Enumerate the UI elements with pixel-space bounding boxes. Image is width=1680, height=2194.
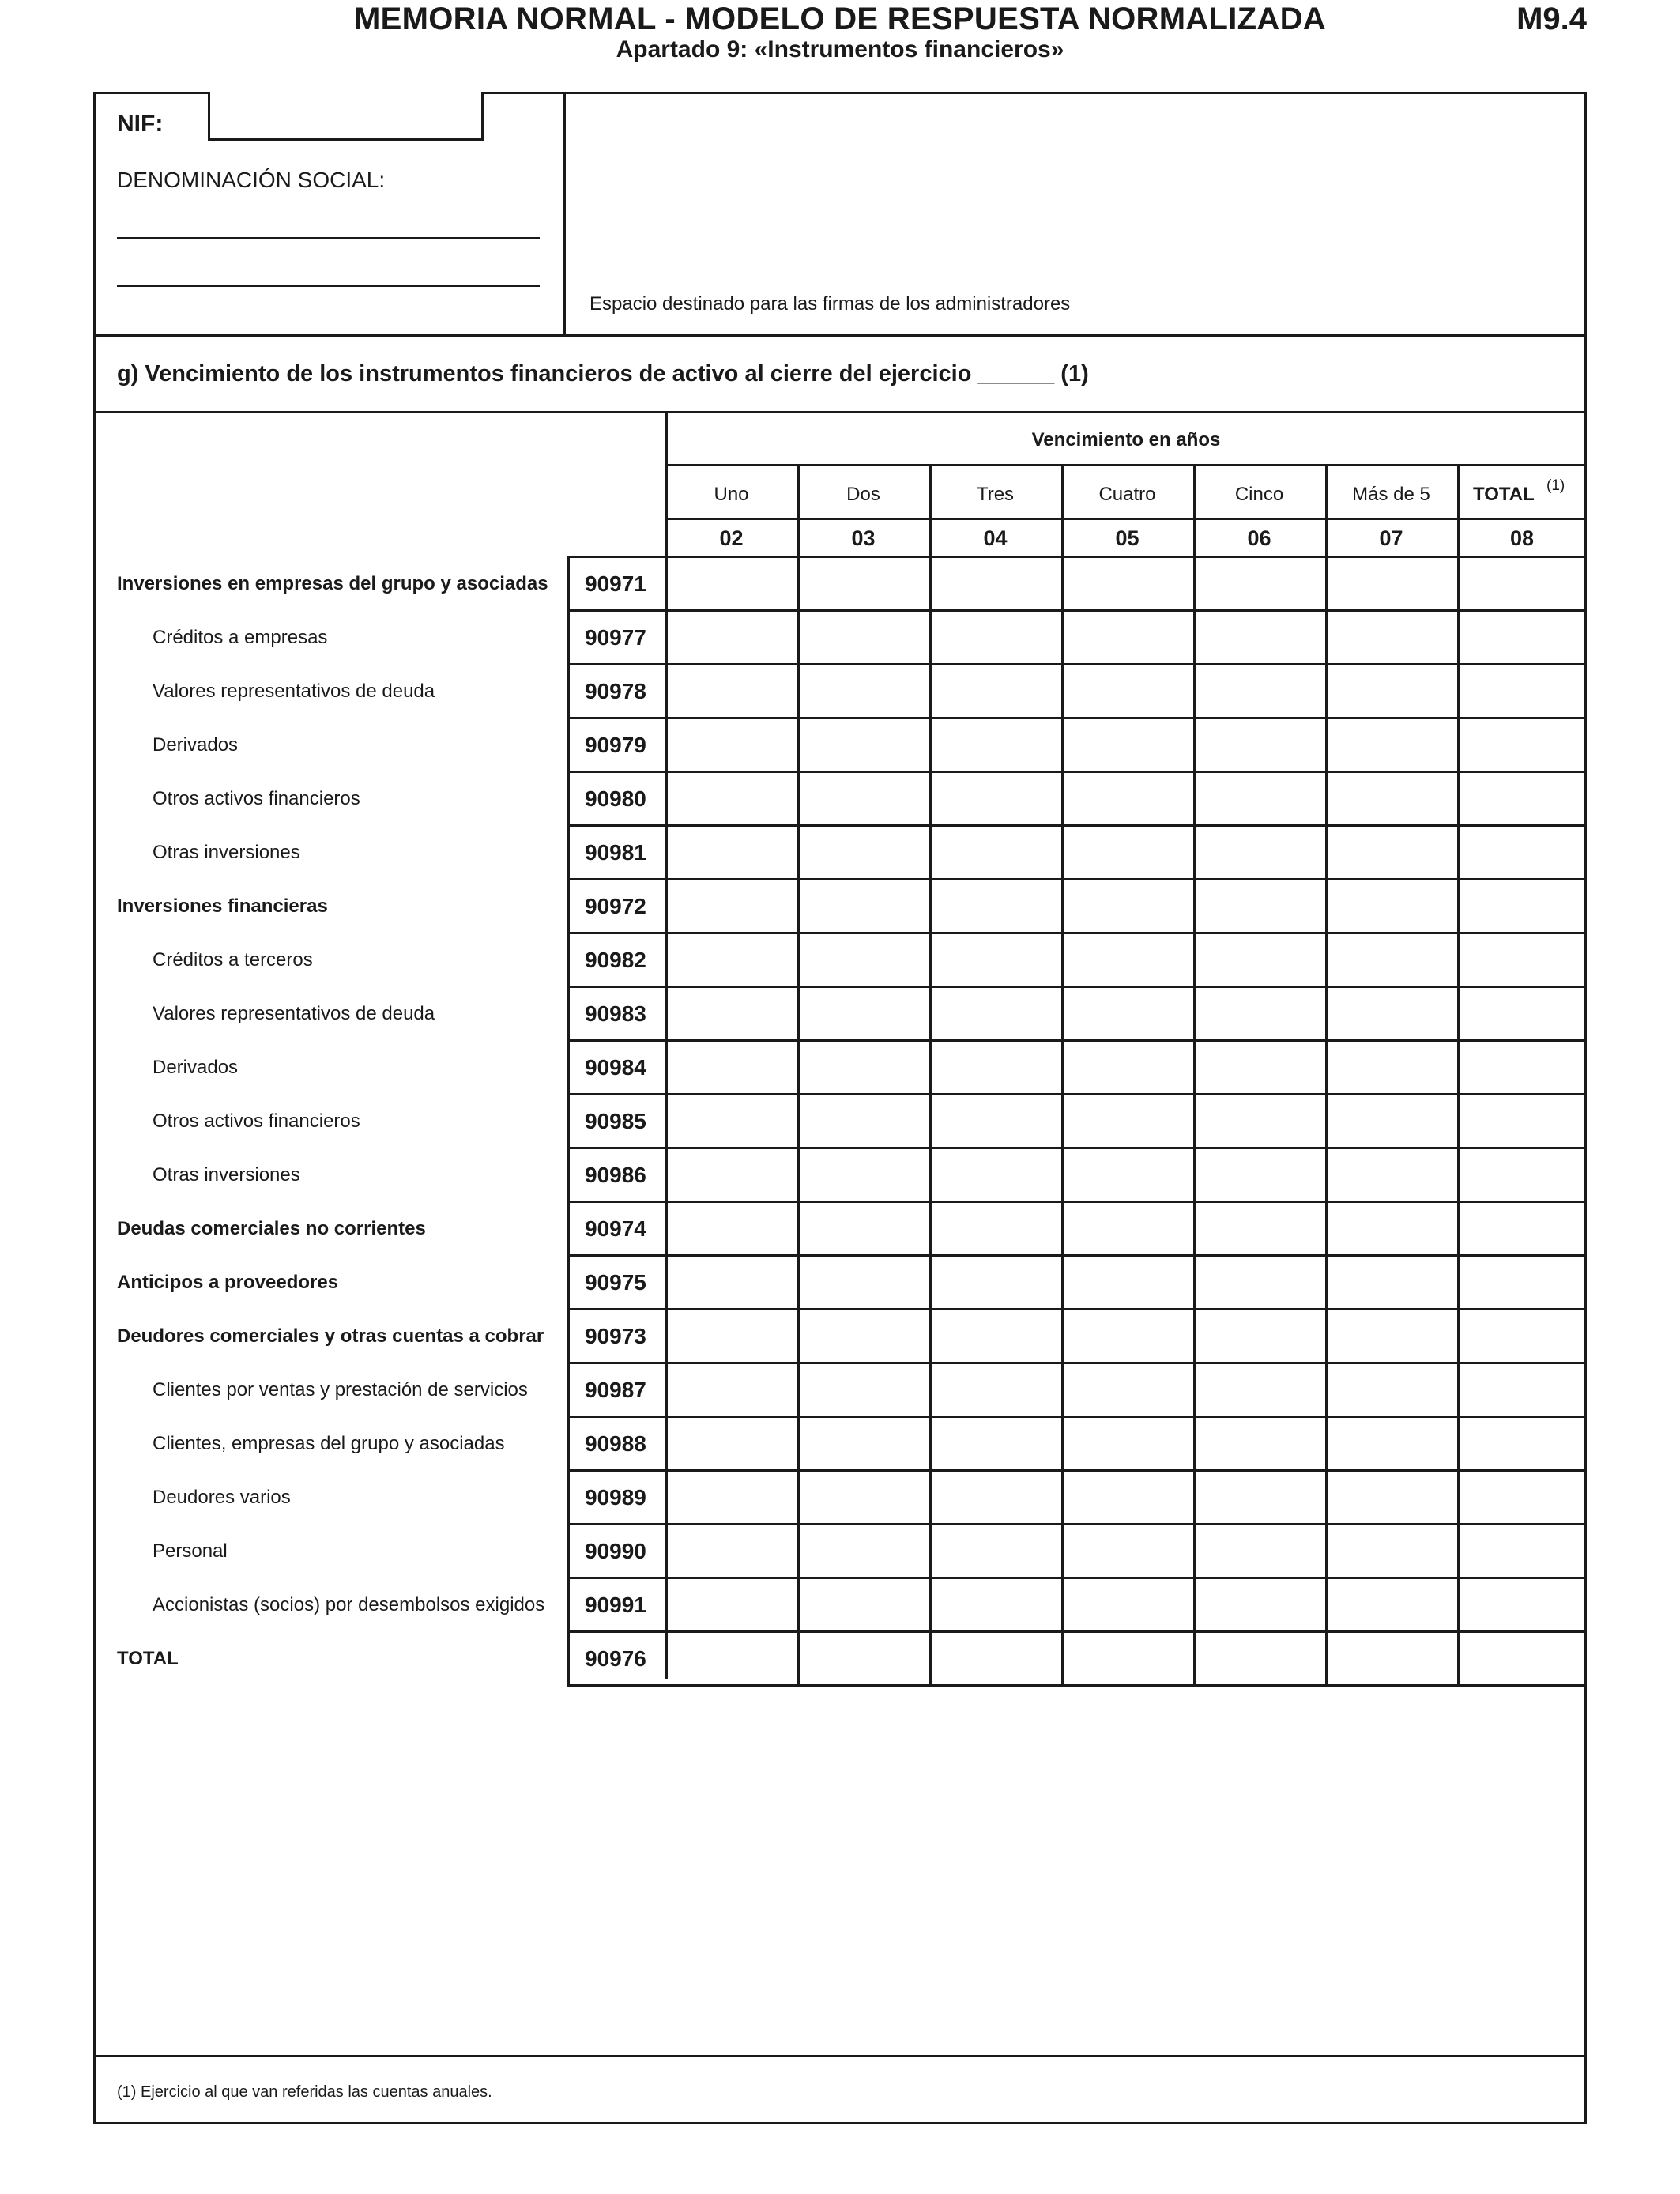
value-cell[interactable] (665, 1039, 797, 1093)
value-cell[interactable] (929, 717, 1061, 771)
value-cell[interactable] (797, 1469, 929, 1523)
value-cell[interactable] (1061, 1039, 1193, 1093)
row-rule (567, 771, 1587, 773)
row-rule (567, 1093, 1587, 1095)
value-cell[interactable] (1457, 1469, 1587, 1523)
value-cell[interactable] (1193, 717, 1325, 771)
value-cell[interactable] (1061, 609, 1193, 663)
row-label: Otras inversiones (153, 1164, 300, 1186)
value-cell[interactable] (797, 663, 929, 717)
row-rule (567, 1147, 1587, 1149)
value-cell[interactable] (1193, 1201, 1325, 1254)
row-label: Inversiones en empresas del grupo y asociadas (117, 573, 548, 594)
value-cell[interactable] (929, 1362, 1061, 1416)
value-cell[interactable] (1061, 1201, 1193, 1254)
value-cell[interactable] (797, 1308, 929, 1362)
row-code: 90978 (585, 679, 646, 703)
value-cell[interactable] (1061, 1577, 1193, 1630)
column-header-7: TOTAL (1473, 484, 1535, 505)
row-code: 90975 (585, 1270, 646, 1295)
value-cell[interactable] (929, 771, 1061, 824)
value-cell[interactable] (1193, 1147, 1325, 1201)
form-subtitle: Apartado 9: «Instrumentos financieros» (616, 36, 1064, 62)
value-cell[interactable] (929, 556, 1061, 609)
header-rule-1 (665, 464, 1587, 466)
column-header-1: Uno (714, 484, 749, 505)
value-cell[interactable] (1457, 609, 1587, 663)
value-cell[interactable] (797, 771, 929, 824)
row-code: 90983 (585, 1001, 646, 1026)
row-label: Derivados (153, 734, 239, 756)
row-rule (567, 1362, 1587, 1364)
row-code: 90986 (585, 1163, 646, 1187)
value-cell[interactable] (1457, 932, 1587, 986)
row-code: 90972 (585, 894, 646, 918)
column-header-5: Cinco (1234, 484, 1284, 505)
value-cell[interactable] (929, 1039, 1061, 1093)
value-cell[interactable] (929, 1201, 1061, 1254)
row-rule (567, 1469, 1587, 1472)
code-column-rule (567, 556, 570, 1686)
vencimiento-header: Vencimiento en años (1031, 429, 1221, 450)
value-cell[interactable] (929, 1308, 1061, 1362)
value-cell[interactable] (665, 771, 797, 824)
value-cell[interactable] (1457, 717, 1587, 771)
row-code: 90988 (585, 1431, 646, 1456)
value-cell[interactable] (929, 1469, 1061, 1523)
row-label: Otras inversiones (153, 842, 300, 863)
value-cell[interactable] (1193, 1254, 1325, 1308)
value-cell[interactable] (929, 1523, 1061, 1577)
value-cell[interactable] (665, 824, 797, 878)
row-code: 90981 (585, 840, 646, 865)
row-label: Deudores varios (153, 1487, 291, 1508)
value-cell[interactable] (797, 986, 929, 1039)
value-cell[interactable] (1325, 1093, 1457, 1147)
row-code: 90984 (585, 1055, 646, 1080)
row-code: 90980 (585, 786, 646, 811)
value-cell[interactable] (1457, 663, 1587, 717)
value-cell[interactable] (1061, 1254, 1193, 1308)
column-number-7: 08 (1509, 526, 1535, 550)
value-cell[interactable] (1193, 932, 1325, 986)
row-label: Clientes por ventas y prestación de servicios (153, 1379, 528, 1400)
value-cell[interactable] (929, 1630, 1061, 1684)
row-label: Inversiones financieras (117, 895, 328, 917)
column-header-2: Dos (846, 484, 880, 505)
value-cell[interactable] (1457, 1362, 1587, 1416)
row-code: 90977 (585, 625, 646, 650)
row-rule (567, 824, 1587, 827)
value-cell[interactable] (1457, 1039, 1587, 1093)
value-cell[interactable] (797, 1093, 929, 1147)
row-label: Valores representativos de deuda (153, 680, 435, 702)
value-cell[interactable] (665, 1577, 797, 1630)
value-cell[interactable] (1193, 556, 1325, 609)
value-cell[interactable] (1457, 1308, 1587, 1362)
row-code: 90990 (585, 1539, 646, 1563)
value-cell[interactable] (797, 717, 929, 771)
column-header-3: Tres (976, 484, 1015, 505)
row-rule (567, 609, 1587, 612)
value-cell[interactable] (665, 1147, 797, 1201)
value-cell[interactable] (665, 1523, 797, 1577)
value-cell[interactable] (1325, 556, 1457, 609)
row-code: 90982 (585, 948, 646, 972)
value-cell[interactable] (1325, 1039, 1457, 1093)
value-cell[interactable] (665, 609, 797, 663)
value-cell[interactable] (665, 932, 797, 986)
denominacion-line-2[interactable] (117, 285, 540, 287)
form-code: M9.4 (1516, 2, 1587, 36)
value-cell[interactable] (1061, 1093, 1193, 1147)
value-cell[interactable] (929, 1416, 1061, 1469)
nif-label: NIF: (117, 111, 164, 137)
value-cell[interactable] (1193, 824, 1325, 878)
value-cell[interactable] (1457, 878, 1587, 932)
row-rule (567, 1308, 1587, 1310)
row-rule (567, 1254, 1587, 1257)
value-cell[interactable] (1325, 1416, 1457, 1469)
value-cell[interactable] (929, 878, 1061, 932)
row-label: Clientes, empresas del grupo y asociadas (153, 1433, 505, 1454)
value-cell[interactable] (797, 1416, 929, 1469)
column-number-3: 04 (983, 526, 1008, 550)
value-cell[interactable] (929, 1254, 1061, 1308)
value-cell[interactable] (1061, 986, 1193, 1039)
value-cell[interactable] (929, 663, 1061, 717)
value-cell[interactable] (665, 717, 797, 771)
value-cell[interactable] (1061, 663, 1193, 717)
value-cell[interactable] (1325, 771, 1457, 824)
row-rule (567, 1416, 1587, 1418)
value-cell[interactable] (1457, 1416, 1587, 1469)
value-cell[interactable] (929, 1577, 1061, 1630)
column-number-1: 02 (719, 526, 744, 550)
value-cell[interactable] (1193, 986, 1325, 1039)
value-cell[interactable] (1061, 932, 1193, 986)
value-cell[interactable] (1325, 878, 1457, 932)
value-cell[interactable] (1325, 1308, 1457, 1362)
value-cell[interactable] (1457, 556, 1587, 609)
row-label: Personal (153, 1540, 228, 1562)
row-code: 90974 (585, 1216, 646, 1241)
value-cell[interactable] (929, 932, 1061, 986)
value-cell[interactable] (1325, 717, 1457, 771)
value-cell[interactable] (665, 986, 797, 1039)
row-code: 90991 (585, 1593, 646, 1617)
value-cell[interactable] (1061, 1469, 1193, 1523)
nif-field[interactable] (208, 92, 484, 141)
value-cell[interactable] (1325, 1254, 1457, 1308)
value-cell[interactable] (1325, 663, 1457, 717)
value-cell[interactable] (1061, 1362, 1193, 1416)
row-code: 90979 (585, 733, 646, 757)
value-cell[interactable] (1457, 1630, 1587, 1684)
value-cell[interactable] (1193, 1039, 1325, 1093)
value-cell[interactable] (1457, 1201, 1587, 1254)
row-code: 90989 (585, 1485, 646, 1510)
value-cell[interactable] (797, 932, 929, 986)
value-cell[interactable] (1325, 1630, 1457, 1684)
column-number-2: 03 (851, 526, 876, 550)
row-rule (567, 1630, 1587, 1633)
section-bottom-rule (93, 411, 1587, 413)
row-rule (567, 878, 1587, 880)
value-cell[interactable] (797, 1254, 929, 1308)
value-cell[interactable] (1061, 1308, 1193, 1362)
column-header-4: Cuatro (1098, 484, 1156, 505)
value-cell[interactable] (665, 556, 797, 609)
row-rule (567, 1523, 1587, 1525)
value-cell[interactable] (1325, 1469, 1457, 1523)
value-cell[interactable] (665, 1630, 797, 1684)
value-cell[interactable] (797, 556, 929, 609)
value-cell[interactable] (1457, 1523, 1587, 1577)
row-label: Accionistas (socios) por desembolsos exigidos (153, 1594, 545, 1615)
value-cell[interactable] (797, 1039, 929, 1093)
value-cell[interactable] (1061, 824, 1193, 878)
value-cell[interactable] (1457, 1254, 1587, 1308)
value-cell[interactable] (797, 609, 929, 663)
header-rule-2 (665, 518, 1587, 520)
denominacion-line-1[interactable] (117, 237, 540, 239)
row-code: 90987 (585, 1378, 646, 1402)
value-cell[interactable] (1457, 1577, 1587, 1630)
value-cell[interactable] (1193, 1308, 1325, 1362)
row-label: Valores representativos de deuda (153, 1003, 435, 1024)
id-bottom-rule (93, 334, 1587, 337)
value-cell[interactable] (929, 986, 1061, 1039)
value-cell[interactable] (797, 878, 929, 932)
denominacion-label: DENOMINACIÓN SOCIAL: (117, 168, 386, 192)
row-code: 90985 (585, 1109, 646, 1133)
value-cell[interactable] (1061, 1147, 1193, 1201)
value-cell[interactable] (1325, 1147, 1457, 1201)
value-cell[interactable] (929, 1147, 1061, 1201)
column-header-6: Más de 5 (1352, 484, 1430, 505)
value-cell[interactable] (797, 1577, 929, 1630)
value-cell[interactable] (1193, 1577, 1325, 1630)
row-code: 90973 (585, 1324, 646, 1348)
value-cell[interactable] (1061, 878, 1193, 932)
value-cell[interactable] (1193, 771, 1325, 824)
row-label: Deudores comerciales y otras cuentas a cobrar (117, 1325, 544, 1347)
value-cell[interactable] (1325, 1362, 1457, 1416)
value-cell[interactable] (1061, 1630, 1193, 1684)
id-divider (563, 92, 566, 336)
value-cell[interactable] (665, 1416, 797, 1469)
value-cell[interactable] (1325, 1577, 1457, 1630)
row-label: Otros activos financieros (153, 1110, 360, 1132)
value-cell[interactable] (929, 1093, 1061, 1147)
row-rule (567, 986, 1587, 988)
value-cell[interactable] (1193, 1523, 1325, 1577)
value-cell[interactable] (1061, 556, 1193, 609)
column-number-5: 06 (1247, 526, 1271, 550)
value-cell[interactable] (1325, 609, 1457, 663)
value-cell[interactable] (1325, 932, 1457, 986)
value-cell[interactable] (1193, 609, 1325, 663)
row-label: Créditos a terceros (153, 949, 313, 971)
column-note: (1) (1546, 477, 1565, 494)
value-cell[interactable] (929, 609, 1061, 663)
value-cell[interactable] (797, 824, 929, 878)
row-rule (567, 1039, 1587, 1042)
value-cell[interactable] (797, 1630, 929, 1684)
value-cell[interactable] (1193, 1630, 1325, 1684)
form-title: MEMORIA NORMAL - MODELO DE RESPUESTA NORMALIZADA (354, 2, 1326, 36)
value-cell[interactable] (1457, 1147, 1587, 1201)
value-cell[interactable] (665, 1308, 797, 1362)
value-cell[interactable] (1193, 1469, 1325, 1523)
row-code: 90971 (585, 571, 646, 596)
value-cell[interactable] (797, 1362, 929, 1416)
value-cell[interactable] (1061, 1523, 1193, 1577)
row-rule (567, 663, 1587, 665)
column-number-4: 05 (1115, 526, 1139, 550)
row-label: Anticipos a proveedores (117, 1272, 339, 1293)
value-cell[interactable] (1325, 824, 1457, 878)
footnote: (1) Ejercicio al que van referidas las cuentas anuales. (117, 2083, 492, 2101)
value-cell[interactable] (1325, 1523, 1457, 1577)
column-number-6: 07 (1379, 526, 1403, 550)
row-rule (567, 932, 1587, 934)
value-cell[interactable] (665, 1469, 797, 1523)
value-cell[interactable] (1193, 1416, 1325, 1469)
value-cell[interactable] (665, 1362, 797, 1416)
footnote-rule (93, 2055, 1587, 2057)
value-cell[interactable] (665, 663, 797, 717)
value-cell[interactable] (1457, 824, 1587, 878)
value-cell[interactable] (665, 878, 797, 932)
section-title: g) Vencimiento de los instrumentos financieros de activo al cierre del ejercicio ______ (1) (117, 361, 1089, 386)
row-label: Derivados (153, 1057, 239, 1078)
value-cell[interactable] (1325, 986, 1457, 1039)
row-label: Créditos a empresas (153, 627, 328, 648)
signature-caption: Espacio destinado para las firmas de los administradores (590, 293, 1071, 315)
value-cell[interactable] (1193, 663, 1325, 717)
row-rule (567, 717, 1587, 719)
value-cell[interactable] (1457, 771, 1587, 824)
row-rule (567, 1201, 1587, 1203)
value-cell[interactable] (1193, 878, 1325, 932)
value-cell[interactable] (797, 1201, 929, 1254)
value-cell[interactable] (1325, 1201, 1457, 1254)
value-cell[interactable] (1061, 717, 1193, 771)
value-cell[interactable] (929, 824, 1061, 878)
value-cell[interactable] (1193, 1093, 1325, 1147)
value-cell[interactable] (1061, 771, 1193, 824)
value-cell[interactable] (665, 1201, 797, 1254)
row-rule (567, 1684, 1587, 1687)
row-label: TOTAL (117, 1648, 179, 1669)
value-cell[interactable] (1061, 1416, 1193, 1469)
row-rule (567, 1577, 1587, 1579)
row-label: Deudas comerciales no corrientes (117, 1218, 426, 1239)
value-cell[interactable] (665, 1254, 797, 1308)
value-cell[interactable] (797, 1523, 929, 1577)
row-code: 90976 (585, 1646, 646, 1671)
value-cell[interactable] (797, 1147, 929, 1201)
value-cell[interactable] (1457, 1093, 1587, 1147)
value-cell[interactable] (1457, 986, 1587, 1039)
value-cell[interactable] (1193, 1362, 1325, 1416)
row-label: Otros activos financieros (153, 788, 360, 809)
value-cell[interactable] (665, 1093, 797, 1147)
